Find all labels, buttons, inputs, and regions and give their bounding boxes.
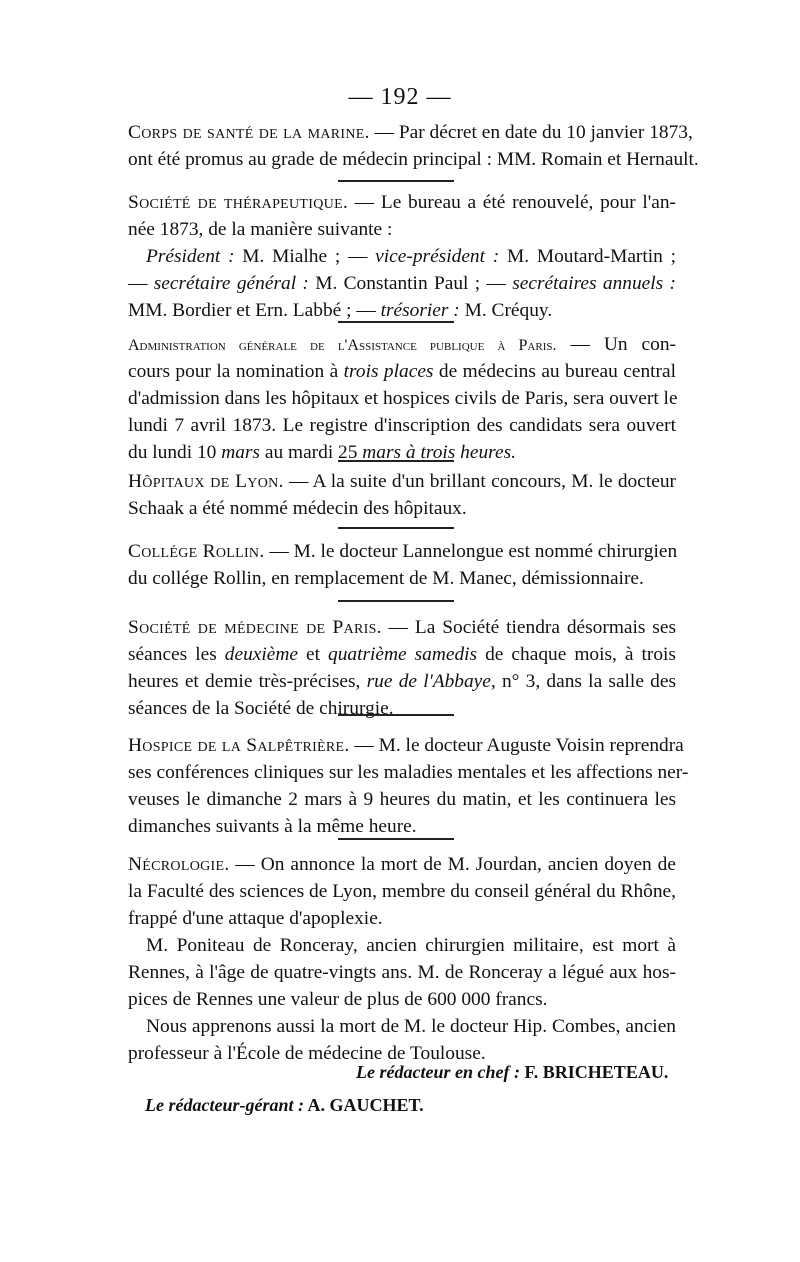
separator-rule bbox=[338, 838, 454, 840]
separator-rule bbox=[338, 527, 454, 529]
paragraph-line: cours pour la nomination à trois places de médecins au bureau central bbox=[128, 361, 676, 382]
section-assistance-publique bbox=[128, 331, 676, 466]
paragraph-line: M. Poniteau de Ronceray, ancien chirurgien militaire, est mort à bbox=[146, 935, 676, 956]
separator-rule bbox=[338, 714, 454, 716]
paragraph-line: heures et demie très-précises, rue de l'Abbaye, n° 3, dans la salle des bbox=[128, 671, 676, 692]
paragraph-line: frappé d'une attaque d'apoplexie. bbox=[128, 908, 383, 929]
paragraph-line: Corps de santé de la marine. — Par décret en date du 10 janvier 1873, bbox=[128, 122, 693, 143]
paragraph-line: Hôpitaux de Lyon. — A la suite d'un brillant concours, M. le docteur bbox=[128, 471, 676, 492]
paragraph-line: ont été promus au grade de médecin principal : MM. Romain et Hernault. bbox=[128, 149, 699, 170]
separator-rule bbox=[338, 460, 454, 462]
paragraph-line: MM. Bordier et Ern. Labbé ; — trésorier : M. Créquy. bbox=[128, 300, 553, 321]
paragraph-line: du collége Rollin, en remplacement de M. Manec, démissionnaire. bbox=[128, 568, 644, 589]
section-societe-medecine bbox=[128, 614, 676, 722]
editor-signature: Le rédacteur en chef : F. BRICHETEAU. bbox=[356, 1062, 669, 1082]
paragraph-line: Hospice de la Salpêtrière. — M. le docteur Auguste Voisin reprendra bbox=[128, 735, 684, 756]
paragraph-line: Schaak a été nommé médecin des hôpitaux. bbox=[128, 498, 467, 519]
section-hopitaux-lyon bbox=[128, 468, 676, 522]
section-marine bbox=[128, 119, 699, 173]
paragraph-line: Administration générale de l'Assistance publique à Paris. — Un con- bbox=[128, 334, 676, 355]
manager-signature: Le rédacteur-gérant : A. GAUCHET. bbox=[145, 1095, 424, 1115]
paragraph-line: la Faculté des sciences de Lyon, membre du conseil général du Rhône, bbox=[128, 881, 676, 902]
paragraph-line: Société de thérapeutique. — Le bureau a été renouvelé, pour l'an- bbox=[128, 192, 677, 213]
paragraph-line: née 1873, de la manière suivante : bbox=[128, 219, 393, 240]
paragraph-line: professeur à l'École de médecine de Toulouse. bbox=[128, 1043, 486, 1064]
paragraph-line: veuses le dimanche 2 mars à 9 heures du matin, et les continuera les bbox=[128, 789, 676, 810]
paragraph-line: Président : M. Mialhe ; — vice-président : M. Moutard-Martin ; bbox=[146, 246, 677, 267]
separator-rule bbox=[338, 180, 454, 182]
section-heading: Administration générale de l'Assistance publique à Paris. bbox=[128, 337, 557, 354]
section-heading: Hospice de la Salpêtrière. bbox=[128, 735, 350, 756]
section-heading: Société de médecine de Paris. bbox=[128, 617, 382, 638]
section-heading: Hôpitaux de Lyon. bbox=[128, 471, 284, 492]
paragraph-line: dimanches suivants à la même heure. bbox=[128, 816, 417, 837]
paragraph-line: séances de la Société de chirurgie. bbox=[128, 698, 394, 719]
paragraph-line: Nécrologie. — On annonce la mort de M. Jourdan, ancien doyen de bbox=[128, 854, 676, 875]
separator-rule bbox=[338, 321, 454, 323]
section-therapeutique bbox=[128, 189, 676, 324]
section-college-rollin bbox=[128, 538, 676, 592]
paragraph-line: d'admission dans les hôpitaux et hospices civils de Paris, sera ouvert le bbox=[128, 388, 678, 409]
paragraph-line: ses conférences cliniques sur les maladies mentales et les affections ner- bbox=[128, 762, 689, 783]
paragraph-line: lundi 7 avril 1873. Le registre d'inscription des candidats sera ouvert bbox=[128, 415, 676, 436]
section-heading: Nécrologie. bbox=[128, 854, 230, 875]
separator-rule bbox=[338, 600, 454, 602]
paragraph-line: Nous apprenons aussi la mort de M. le docteur Hip. Combes, ancien bbox=[146, 1016, 676, 1037]
paragraph-line: du lundi 10 mars au mardi 25 mars à trois heures. bbox=[128, 442, 516, 463]
section-heading: Société de thérapeutique. bbox=[128, 192, 349, 213]
paragraph-line: Collége Rollin. — M. le docteur Lannelongue est nommé chirurgien bbox=[128, 541, 678, 562]
section-heading: Collége Rollin. bbox=[128, 541, 265, 562]
paragraph-line: — secrétaire général : M. Constantin Paul ; — secrétaires annuels : bbox=[128, 273, 676, 294]
section-necrologie bbox=[128, 851, 676, 1067]
section-heading: Corps de santé de la marine. bbox=[128, 122, 370, 143]
paragraph-line: Rennes, à l'âge de quatre-vingts ans. M. de Ronceray a légué aux hos- bbox=[128, 962, 676, 983]
paragraph-line: séances les deuxième et quatrième samedis de chaque mois, à trois bbox=[128, 644, 676, 665]
page-number: — 192 — bbox=[348, 84, 452, 110]
section-salpetriere bbox=[128, 732, 689, 840]
paragraph-line: Société de médecine de Paris. — La Société tiendra désormais ses bbox=[128, 617, 676, 638]
paragraph-line: pices de Rennes une valeur de plus de 600 000 francs. bbox=[128, 989, 548, 1010]
